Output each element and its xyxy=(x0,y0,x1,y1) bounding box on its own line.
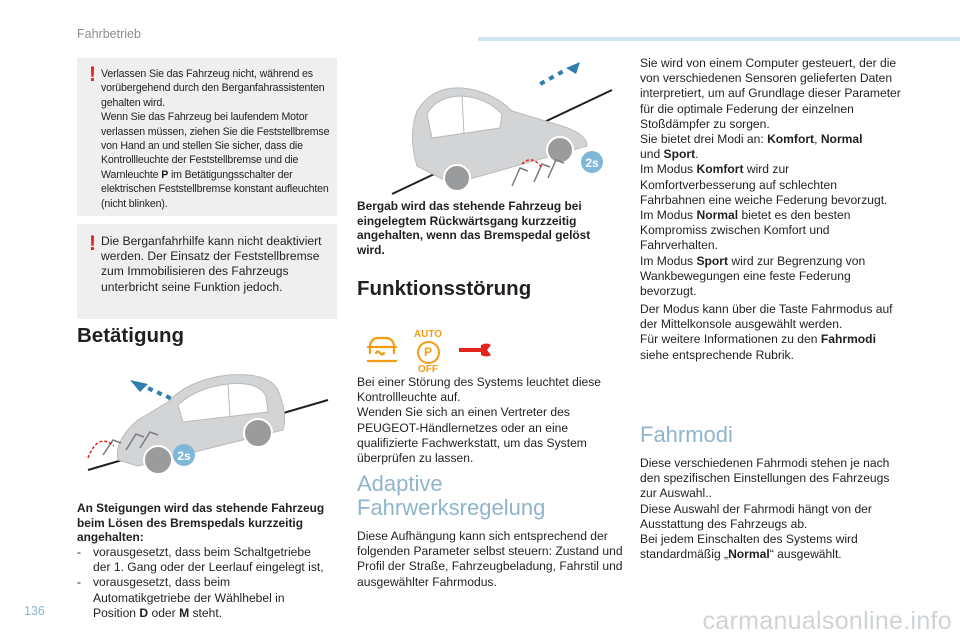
page-number: 136 xyxy=(24,604,45,618)
svg-text:2s: 2s xyxy=(177,449,191,463)
downhill-caption: Bergab wird das stehende Fahrzeug bei eingelegtem Rückwärtsgang kurzzeitig angehalten, wenn das Bremspedal gelöst wird. xyxy=(357,199,591,257)
section-title-fahrmodi: Fahrmodi xyxy=(640,422,733,447)
fault-text: Bei einer Störung des Systems leuchtet diese Kontrollleuchte auf. Wenden Sie sich an einen Vertreter des PEUGEOT-Händlernetzes oder an eine qualifizierte Fachwerkstatt, um das System überprüfen zu lassen. xyxy=(357,375,602,466)
warning-1-text: Verlassen Sie das Fahrzeug nicht, während es vorübergehend durch den Berganfahrassistenten gehalten wird. Wenn Sie das Fahrzeug bei laufendem Motor verlassen müssen, ziehen Sie die Feststellbremse von Hand an und stellen Sie sicher, dass die Kontrollleuchte der Feststellbremse und die Warnleuchte P im Betätigungsschalter der elektrischen Feststellbremse konstant aufleuchten (nicht blinken). xyxy=(101,68,330,210)
car-downhill-illustration xyxy=(362,56,618,196)
uphill-conditions-list xyxy=(77,545,347,621)
svg-text:2s: 2s xyxy=(585,156,599,170)
warning-exclamation-icon: ! xyxy=(89,63,96,86)
warning-box-2 xyxy=(77,224,337,319)
fahrmodi-text: Diese verschiedenen Fahrmodi stehen je nach den spezifischen Einstellungen des Fahrzeugs zur Auswahl.. Diese Auswahl der Fahrmodi hängt von der Ausstattung des Fahrzeugs ab. Bei jedem Einschalten des Systems wird standardmäßig „Normal“ ausgewählt. xyxy=(640,456,890,562)
uphill-caption: An Steigungen wird das stehende Fahrzeug beim Lösen des Bremspedals kurzzeitig angehalten: xyxy=(77,501,325,545)
warning-exclamation-icon: ! xyxy=(89,232,96,255)
adaptive-text: Diese Aufhängung kann sich entsprechend der folgenden Parameter selbst steuern: Zustand und Profil der Straße, Fahrzeugbeladung, Fahrstil und ausgewählter Fahrmodus. xyxy=(357,529,623,589)
section-title-betaetigung: Betätigung xyxy=(77,324,185,347)
section-title-funktionsstoerung: Funktionsstörung xyxy=(357,277,532,300)
mode-selection-text: Der Modus kann über die Taste Fahrmodus auf der Mittelkonsole ausgewählt werden. Für weitere Informationen zu den Fahrmodi siehe entsprechende Rubrik. xyxy=(640,302,893,362)
car-uphill-illustration xyxy=(78,360,338,490)
header-bar xyxy=(478,37,960,41)
warning-box-1 xyxy=(77,58,337,216)
list-item: - vorausgesetzt, dass beim Schaltgetriebe der 1. Gang oder der Leerlauf eingelegt ist, xyxy=(77,545,324,575)
auto-p-off-icon: AUTO P OFF xyxy=(413,329,443,375)
suspension-modes-text: Sie wird von einem Computer gesteuert, der die von verschiedenen Sensoren gelieferten Daten interpretiert, um auf Grundlage dieser Parameter für die optimale Federung der einzelnen Stoßdämpfer zu sorgen. Sie bietet drei Modi an: Komfort, Normal und Sport. Im Modus Komfort wird zur Komfortverbesserung auf schlechten Fahrbahnen eine weiche Federung bevorzugt. Im Modus Normal bietet es den besten Kompromiss zwischen Komfort und Fahrverhalten. Im Modus Sport wird zur Begrenzung von Wankbewegungen eine feste Federung bevorzugt. xyxy=(640,56,901,299)
list-item: - vorausgesetzt, dass beim Automatikgetriebe der Wählhebel in Position D oder M steht. xyxy=(77,575,285,620)
section-title-adaptive: Adaptive Fahrwerksregelung xyxy=(357,471,546,520)
suspension-warning-icon xyxy=(364,333,400,367)
wrench-icon xyxy=(457,342,493,358)
section-header: Fahrbetrieb xyxy=(77,27,141,41)
watermark: carmanualsonline.info xyxy=(702,607,952,635)
warning-2-text: Die Berganfahrhilfe kann nicht deaktiviert werden. Der Einsatz der Feststellbremse zum Immobilisieren des Fahrzeugs unterbricht seine Funktion jedoch. xyxy=(101,234,322,294)
